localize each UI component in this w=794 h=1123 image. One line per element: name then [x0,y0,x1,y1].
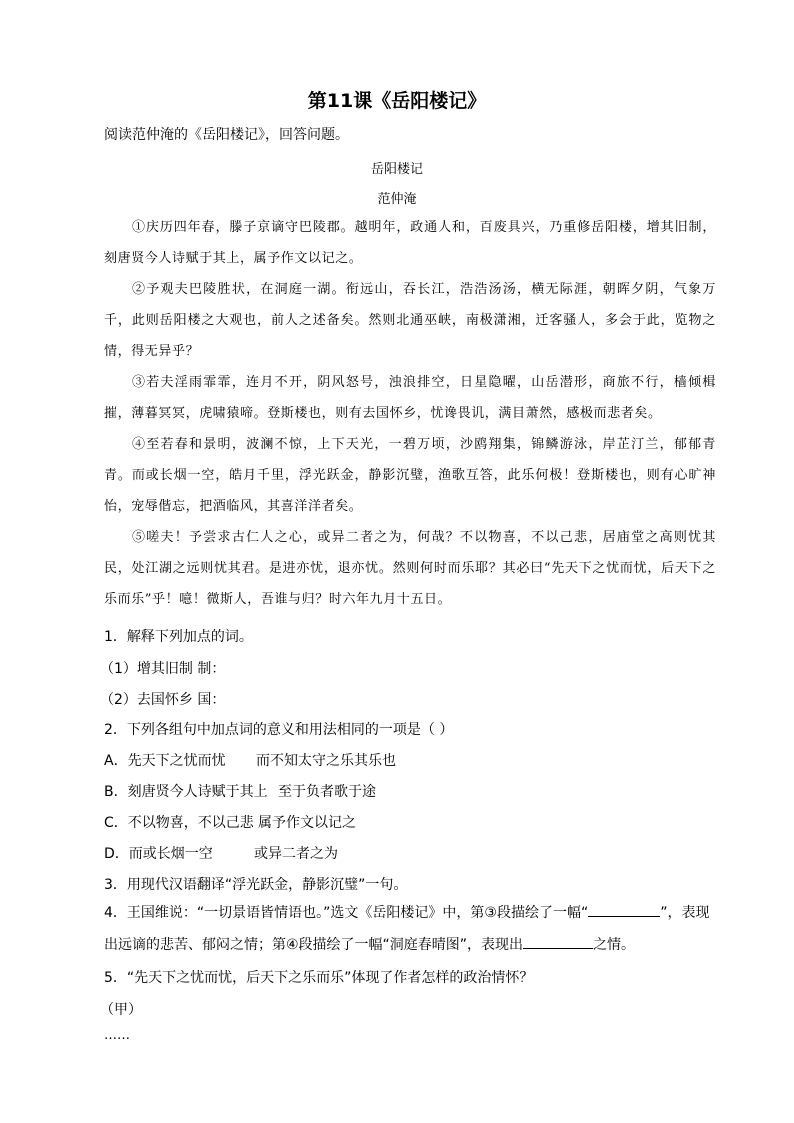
paragraph-3: ③若夫淫雨霏霏，连月不开，阴风怒号，浊浪排空，日星隐曜，山岳潜形，商旅不行，樯倾楫摧，薄暮冥冥，虎啸猿啼。登斯楼也，则有去国怀乡，忧谗畏讥，满目萧然，感极而悲者矣。 [104,375,716,421]
article-title: 岳阳楼记 [370,162,423,177]
question-2-option-a: A．先天下之忧而忧 而不知太守之乐其乐也 [104,753,396,769]
question-5: 5．“先天下之忧而忧，后天下之乐而乐”体现了作者怎样的政治情怀？ [104,970,534,986]
question-1-item-1: （1）增其旧制 制： [100,661,226,677]
question-2-option-d: D．而或长烟一空 或异二者之为 [104,846,338,862]
paragraph-5: ⑤嗟夫！予尝求古仁人之心，或异二者之为，何哉？不以物喜，不以己悲，居庙堂之高则忧其民，处江湖之远则忧其君。是进亦忧，退亦忧。然则何时而乐耶？其必曰“先天下之忧而忧，后天下之乐而乐”乎！噫！微斯人，吾谁与归？时六年九月十五日。 [104,530,716,607]
question-1-stem: 1．解释下列加点的词。 [104,629,253,645]
question-4: 4．王国维说：“一切景语皆情语也。”选文《岳阳楼记》中，第③段描绘了一幅“ ”，表现出远谪的悲苦、郁闷之情；第④段描绘了一幅“洞庭春晴图”，表现出 之情。 [104,897,718,961]
paragraph-1: ①庆历四年春，滕子京谪守巴陵郡。越明年，政通人和，百废具兴，乃重修岳阳楼，增其旧制，刻唐贤今人诗赋于其上，属予作文以记之。 [104,220,716,266]
paragraph-2: ②予观夫巴陵胜状，在洞庭一湖。衔远山，吞长江，浩浩汤汤，横无际涯，朝晖夕阴，气象万千，此则岳阳楼之大观也，前人之述备矣。然则北通巫峡，南极潇湘，迁客骚人，多会于此，览物之情，得无异乎？ [104,282,716,359]
answer-blank-1[interactable] [588,902,660,917]
paragraph-4: ④至若春和景明，波澜不惊，上下天光，一碧万顷，沙鸥翔集，锦鳞游泳，岸芷汀兰，郁郁青青。而或长烟一空，皓月千里，浮光跃金，静影沉璧，渔歌互答，此乐何极！登斯楼也，则有心旷神怡，宠辱偕忘，把酒临风，其喜洋洋者矣。 [104,437,716,514]
question-2-option-b: B．刻唐贤今人诗赋于其上 至于负者歌于途 [104,784,376,800]
question-1-item-2: （2）去国怀乡 国： [100,692,226,708]
article-author: 范仲淹 [377,192,417,207]
ellipsis-text: …… [104,1028,130,1043]
question-3: 3．用现代汉语翻译“浮光跃金，静影沉璧”一句。 [104,877,408,893]
question-2-stem: 2．下列各组句中加点词的意义和用法相同的一项是（ ） [104,722,454,738]
section-jia-label: （甲） [100,1002,142,1018]
intro-text: 阅读范仲淹的《岳阳楼记》，回答问题。 [104,127,349,143]
page-title: 第11课《岳阳楼记》 [307,90,487,112]
question-2-option-c: C．不以物喜，不以己悲 属予作文以记之 [104,815,356,831]
answer-blank-2[interactable] [523,934,593,949]
